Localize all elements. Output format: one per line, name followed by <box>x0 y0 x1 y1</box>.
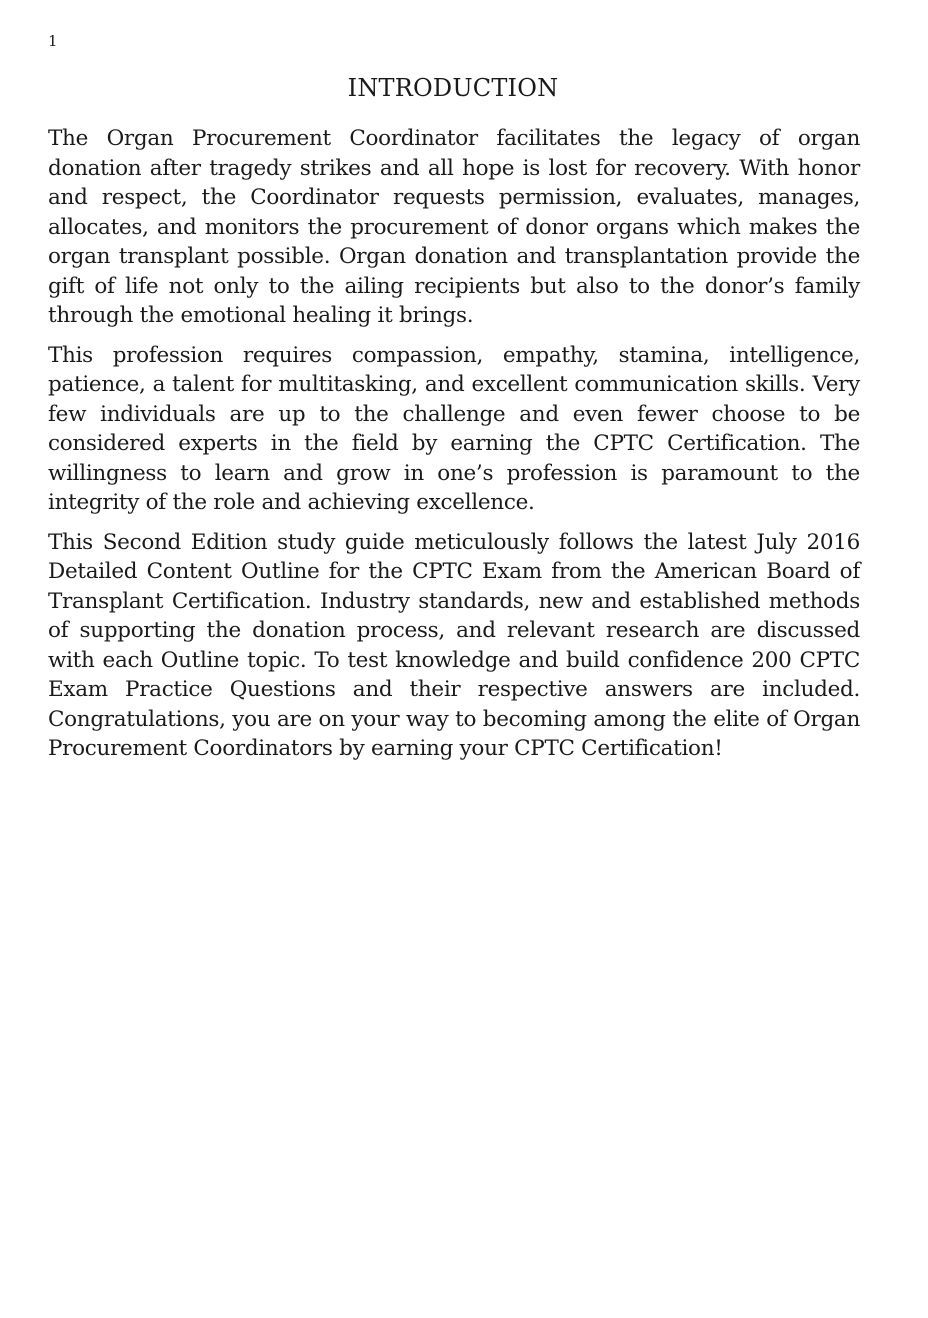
page-title: INTRODUCTION <box>347 74 559 102</box>
paragraph-1: The Organ Procurement Coordinator facilitates the legacy of organ donation after tragedy strikes and all hope is lost for recovery. With honor and respect, the Coordinator requests permission, evaluates, manages, allocates, and monitors the procurement of donor organs which makes the organ transplant possible. Organ donation and transplantation provide the gift of life not only to the ailing recipients but also to the donor’s family through the emotional healing it brings. <box>48 126 860 328</box>
paragraph-3: This Second Edition study guide meticulously follows the latest July 2016 Detailed Content Outline for the CPTC Exam from the American Board of Transplant Certification. Industry standards, new and established methods of supporting the donation process, and relevant research are discussed with each Outline topic. To test knowledge and build confidence 200 CPTC Exam Practice Questions and their respective answers are included. Congratulations, you are on your way to becoming among the elite of Organ Procurement Coordinators by earning your CPTC Certification! <box>48 529 860 761</box>
body-text <box>48 124 860 774</box>
paragraph-2: This profession requires compassion, empathy, stamina, intelligence, patience, a talent for multitasking, and excellent communication skills. Very few individuals are up to the challenge and even fewer choose to be considered experts in the field by earning the CPTC Certification. The willingness to learn and grow in one’s profession is paramount to the integrity of the role and achieving excellence. <box>48 342 860 515</box>
page-number: 1 <box>48 32 58 50</box>
